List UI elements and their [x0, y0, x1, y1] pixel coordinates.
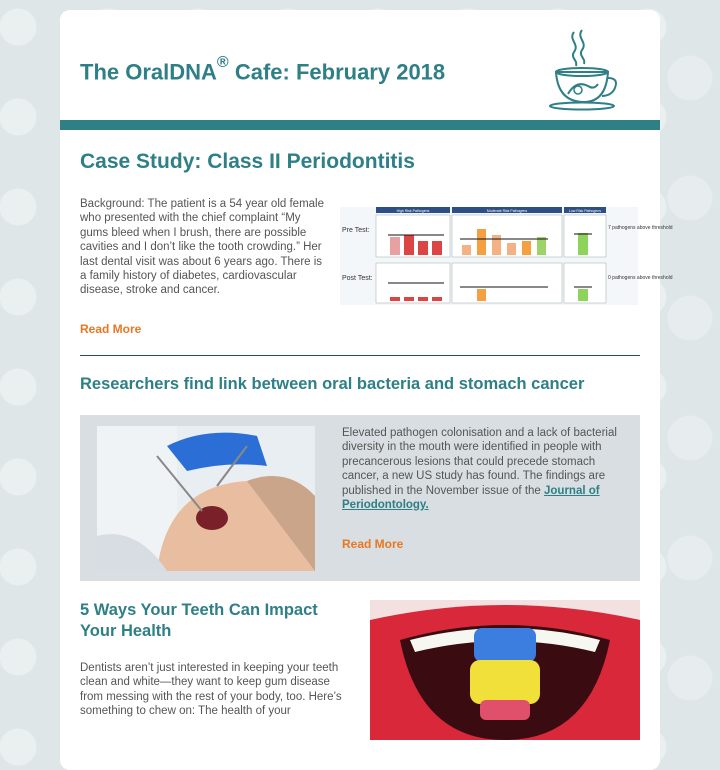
coffee-cup-icon — [548, 28, 620, 110]
header-divider-bar — [60, 120, 660, 130]
research-read-more-link[interactable]: Read More — [342, 537, 404, 551]
low-risk-header: Low Risk Pathogens — [569, 209, 601, 213]
section-divider — [80, 355, 640, 356]
post-test-label: Post Test: — [342, 275, 373, 282]
moderate-risk-header: Moderate Risk Pathogens — [486, 209, 528, 213]
candy-teeth-photo — [370, 600, 640, 740]
case-study-body: Background: The patient is a 54 year old female who presented with the chief complaint “My gums bleed when I brush, there are possible cavities and I don’t like the tooth crowding.” Her last dental visit was about 6 years ago. There is a family history of diabetes, cardiovascular disease, stroke and cancer. — [80, 198, 324, 297]
pre-test-label: Pre Test: — [342, 227, 370, 234]
five-ways-title: 5 Ways Your Teeth Can Impact Your Health — [80, 601, 318, 640]
research-title: Researchers find link between oral bacteria and stomach cancer — [80, 375, 585, 393]
pre-test-result: 7 pathogens above threshold — [608, 225, 673, 231]
case-study-title: Case Study: Class II Periodontitis — [80, 150, 415, 173]
newsletter-card — [60, 10, 673, 770]
case-study-read-more-link[interactable]: Read More — [80, 322, 142, 336]
dental-exam-photo — [97, 426, 315, 571]
newsletter-header — [60, 10, 660, 120]
research-body: Elevated pathogen colonisation and a lack of bacterial diversity in the mouth were identified in people with precancerous lesions that could precede stomach cancer, a new US study has found. The findings are published in the November issue of the Journal of Periodontology. — [342, 427, 617, 512]
five-ways-body: Dentists aren’t just interested in keeping your teeth clean and white—they want to keep gum disease from messing with the rest of your body, too. Here’s something to chew on: The health of your — [80, 662, 342, 718]
pathogen-test-panel — [340, 207, 673, 305]
journal-link[interactable]: Journal of Periodontology. — [342, 484, 600, 512]
high-risk-header: High Risk Pathogens — [396, 209, 430, 213]
newsletter-title: The OralDNA® Cafe: February 2018 — [80, 54, 446, 85]
post-test-result: 0 pathogens above threshold — [608, 275, 673, 281]
registered-mark: ® — [216, 54, 229, 71]
